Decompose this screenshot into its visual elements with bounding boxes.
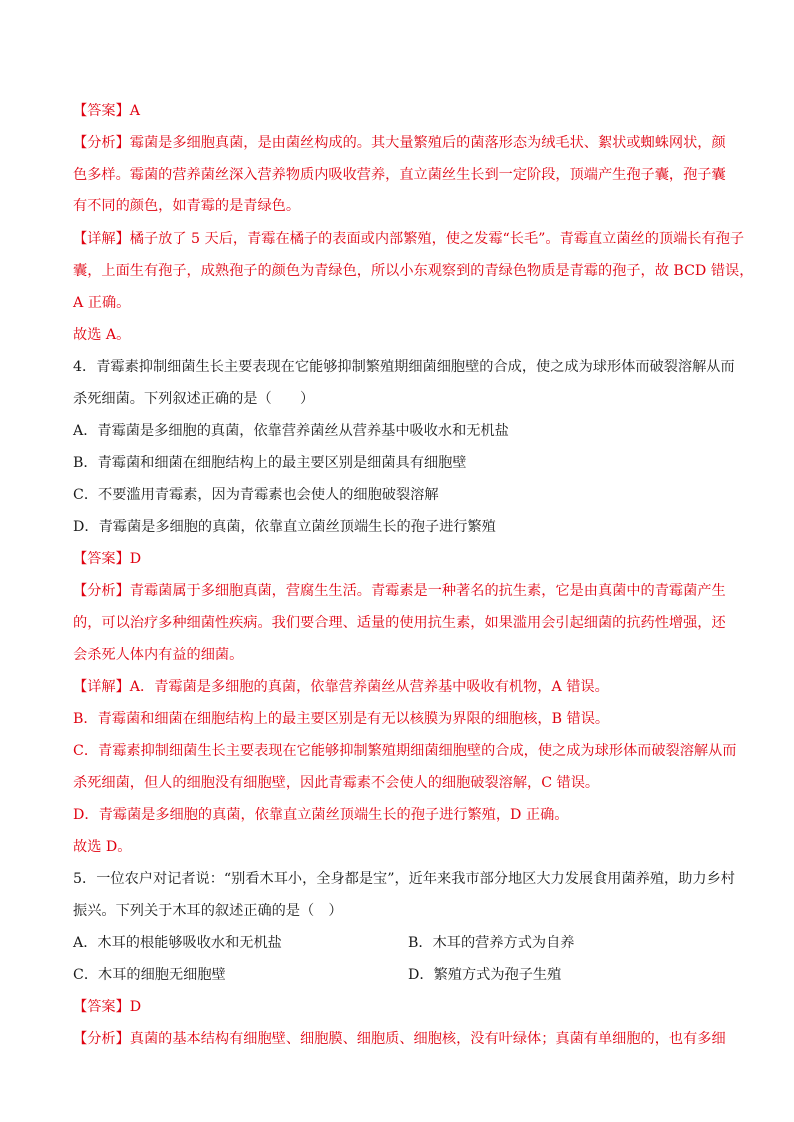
analysis-4-line-2: 的，可以治疗多种细菌性疾病。我们要合理、适量的使用抗生素，如果滥用会引起细菌的抗药性增强，还: [73, 615, 726, 631]
answer-tag: 【答案】: [73, 103, 130, 119]
conclusion-3: 故选 A。: [73, 327, 131, 343]
question-5-option-c: C．木耳的细胞无细胞壁: [73, 967, 226, 983]
question-4-option-a: A．青霉菌是多细胞的真菌，依靠营养菌丝从营养基中吸收水和无机盐: [73, 423, 509, 439]
detail-3-line-1: [73, 229, 744, 249]
answer-text: A: [129, 103, 141, 119]
detail-4-line-2: B．青霉菌和细菌在细胞结构上的最主要区别是有无以核膜为界限的细胞核，B 错误。: [73, 711, 610, 727]
analysis-tag: 【分析】: [73, 1031, 130, 1047]
question-5-option-d: D．繁殖方式为孢子生殖: [408, 967, 562, 983]
analysis-4-line-1: [73, 581, 726, 601]
detail-4-line-5: D．青霉菌是多细胞的真菌，依靠直立菌丝顶端生长的孢子进行繁殖，D 正确。: [73, 807, 569, 823]
detail-tag: 【详解】: [73, 679, 130, 695]
detail-tag: 【详解】: [73, 231, 130, 247]
answer-tag: 【答案】: [73, 551, 130, 567]
question-5-line-1: 5．一位农户对记者说：“别看木耳小，全身都是宝”，近年来我市部分地区大力发展食用菌养殖，助力乡村: [73, 871, 735, 887]
detail-4-line-3: C．青霉素抑制细菌生长主要表现在它能够抑制繁殖期细菌细胞壁的合成，使之成为球形体而破裂溶解从而: [73, 743, 737, 759]
question-4-option-c: C．不要滥用青霉素，因为青霉素也会使人的细胞破裂溶解: [73, 487, 439, 503]
analysis-3-line-3: 有不同的颜色，如青霉的是青绿色。: [73, 198, 301, 214]
answer-3: [73, 101, 140, 121]
detail-4-line-4: 杀死细菌，但人的细胞没有细胞壁，因此青霉素不会使人的细胞破裂溶解，C 错误。: [73, 775, 600, 791]
question-5-line-2: 振兴。下列关于木耳的叙述正确的是（ ）: [73, 903, 343, 919]
analysis-tag: 【分析】: [73, 135, 130, 151]
answer-5: [73, 997, 141, 1017]
analysis-3-line-2: 色多样。霉菌的营养菌丝深入营养物质内吸收营养，直立菌丝生长到一定阶段，顶端产生孢子囊，孢子囊: [73, 167, 726, 183]
detail-3-line-3: A 正确。: [73, 295, 131, 311]
answer-tag: 【答案】: [73, 999, 130, 1015]
analysis-5-line-1: [73, 1029, 726, 1049]
answer-text: D: [129, 551, 142, 567]
analysis-tag: 【分析】: [73, 583, 130, 599]
answer-4: [73, 549, 141, 569]
analysis-text: 真菌的基本结构有细胞壁、细胞膜、细胞质、细胞核，没有叶绿体；真菌有单细胞的，也有多细: [129, 1031, 726, 1047]
detail-4-line-1: [73, 677, 609, 697]
question-5-option-a: A．木耳的根能够吸收水和无机盐: [73, 935, 282, 951]
question-4-line-2: 杀死细菌。下列叙述正确的是（ ）: [73, 391, 315, 407]
question-4-line-1: 4．青霉素抑制细菌生长主要表现在它能够抑制繁殖期细菌细胞壁的合成，使之成为球形体而破裂溶解从而: [73, 359, 735, 375]
analysis-text: 青霉菌属于多细胞真菌，营腐生生活。青霉素是一种著名的抗生素，它是由真菌中的青霉菌产生: [129, 583, 726, 599]
answer-text: D: [129, 999, 142, 1015]
detail-3-line-2: 囊，上面生有孢子，成熟孢子的颜色为青绿色，所以小东观察到的青绿色物质是青霉的孢子，故 BCD 错误，: [73, 263, 754, 279]
conclusion-4: 故选 D。: [73, 839, 132, 855]
analysis-4-line-3: 会杀死人体内有益的细菌。: [73, 647, 244, 663]
question-4-option-b: B．青霉菌和细菌在细胞结构上的最主要区别是细菌具有细胞壁: [73, 455, 467, 471]
question-4-option-d: D．青霉菌是多细胞的真菌，依靠直立菌丝顶端生长的孢子进行繁殖: [73, 519, 496, 535]
detail-text: 橘子放了 5 天后，青霉在橘子的表面或内部繁殖，使之发霉“长毛”。青霉直立菌丝的顶端长有孢子: [129, 231, 745, 247]
analysis-text: 霉菌是多细胞真菌，是由菌丝构成的。其大量繁殖后的菌落形态为绒毛状、絮状或蜘蛛网状，颜: [129, 135, 726, 151]
question-5-option-b: B．木耳的营养方式为自养: [408, 935, 575, 951]
analysis-3-line-1: [73, 133, 726, 153]
detail-text: A．青霉菌是多细胞的真菌，依靠营养菌丝从营养基中吸收有机物，A 错误。: [129, 679, 609, 695]
